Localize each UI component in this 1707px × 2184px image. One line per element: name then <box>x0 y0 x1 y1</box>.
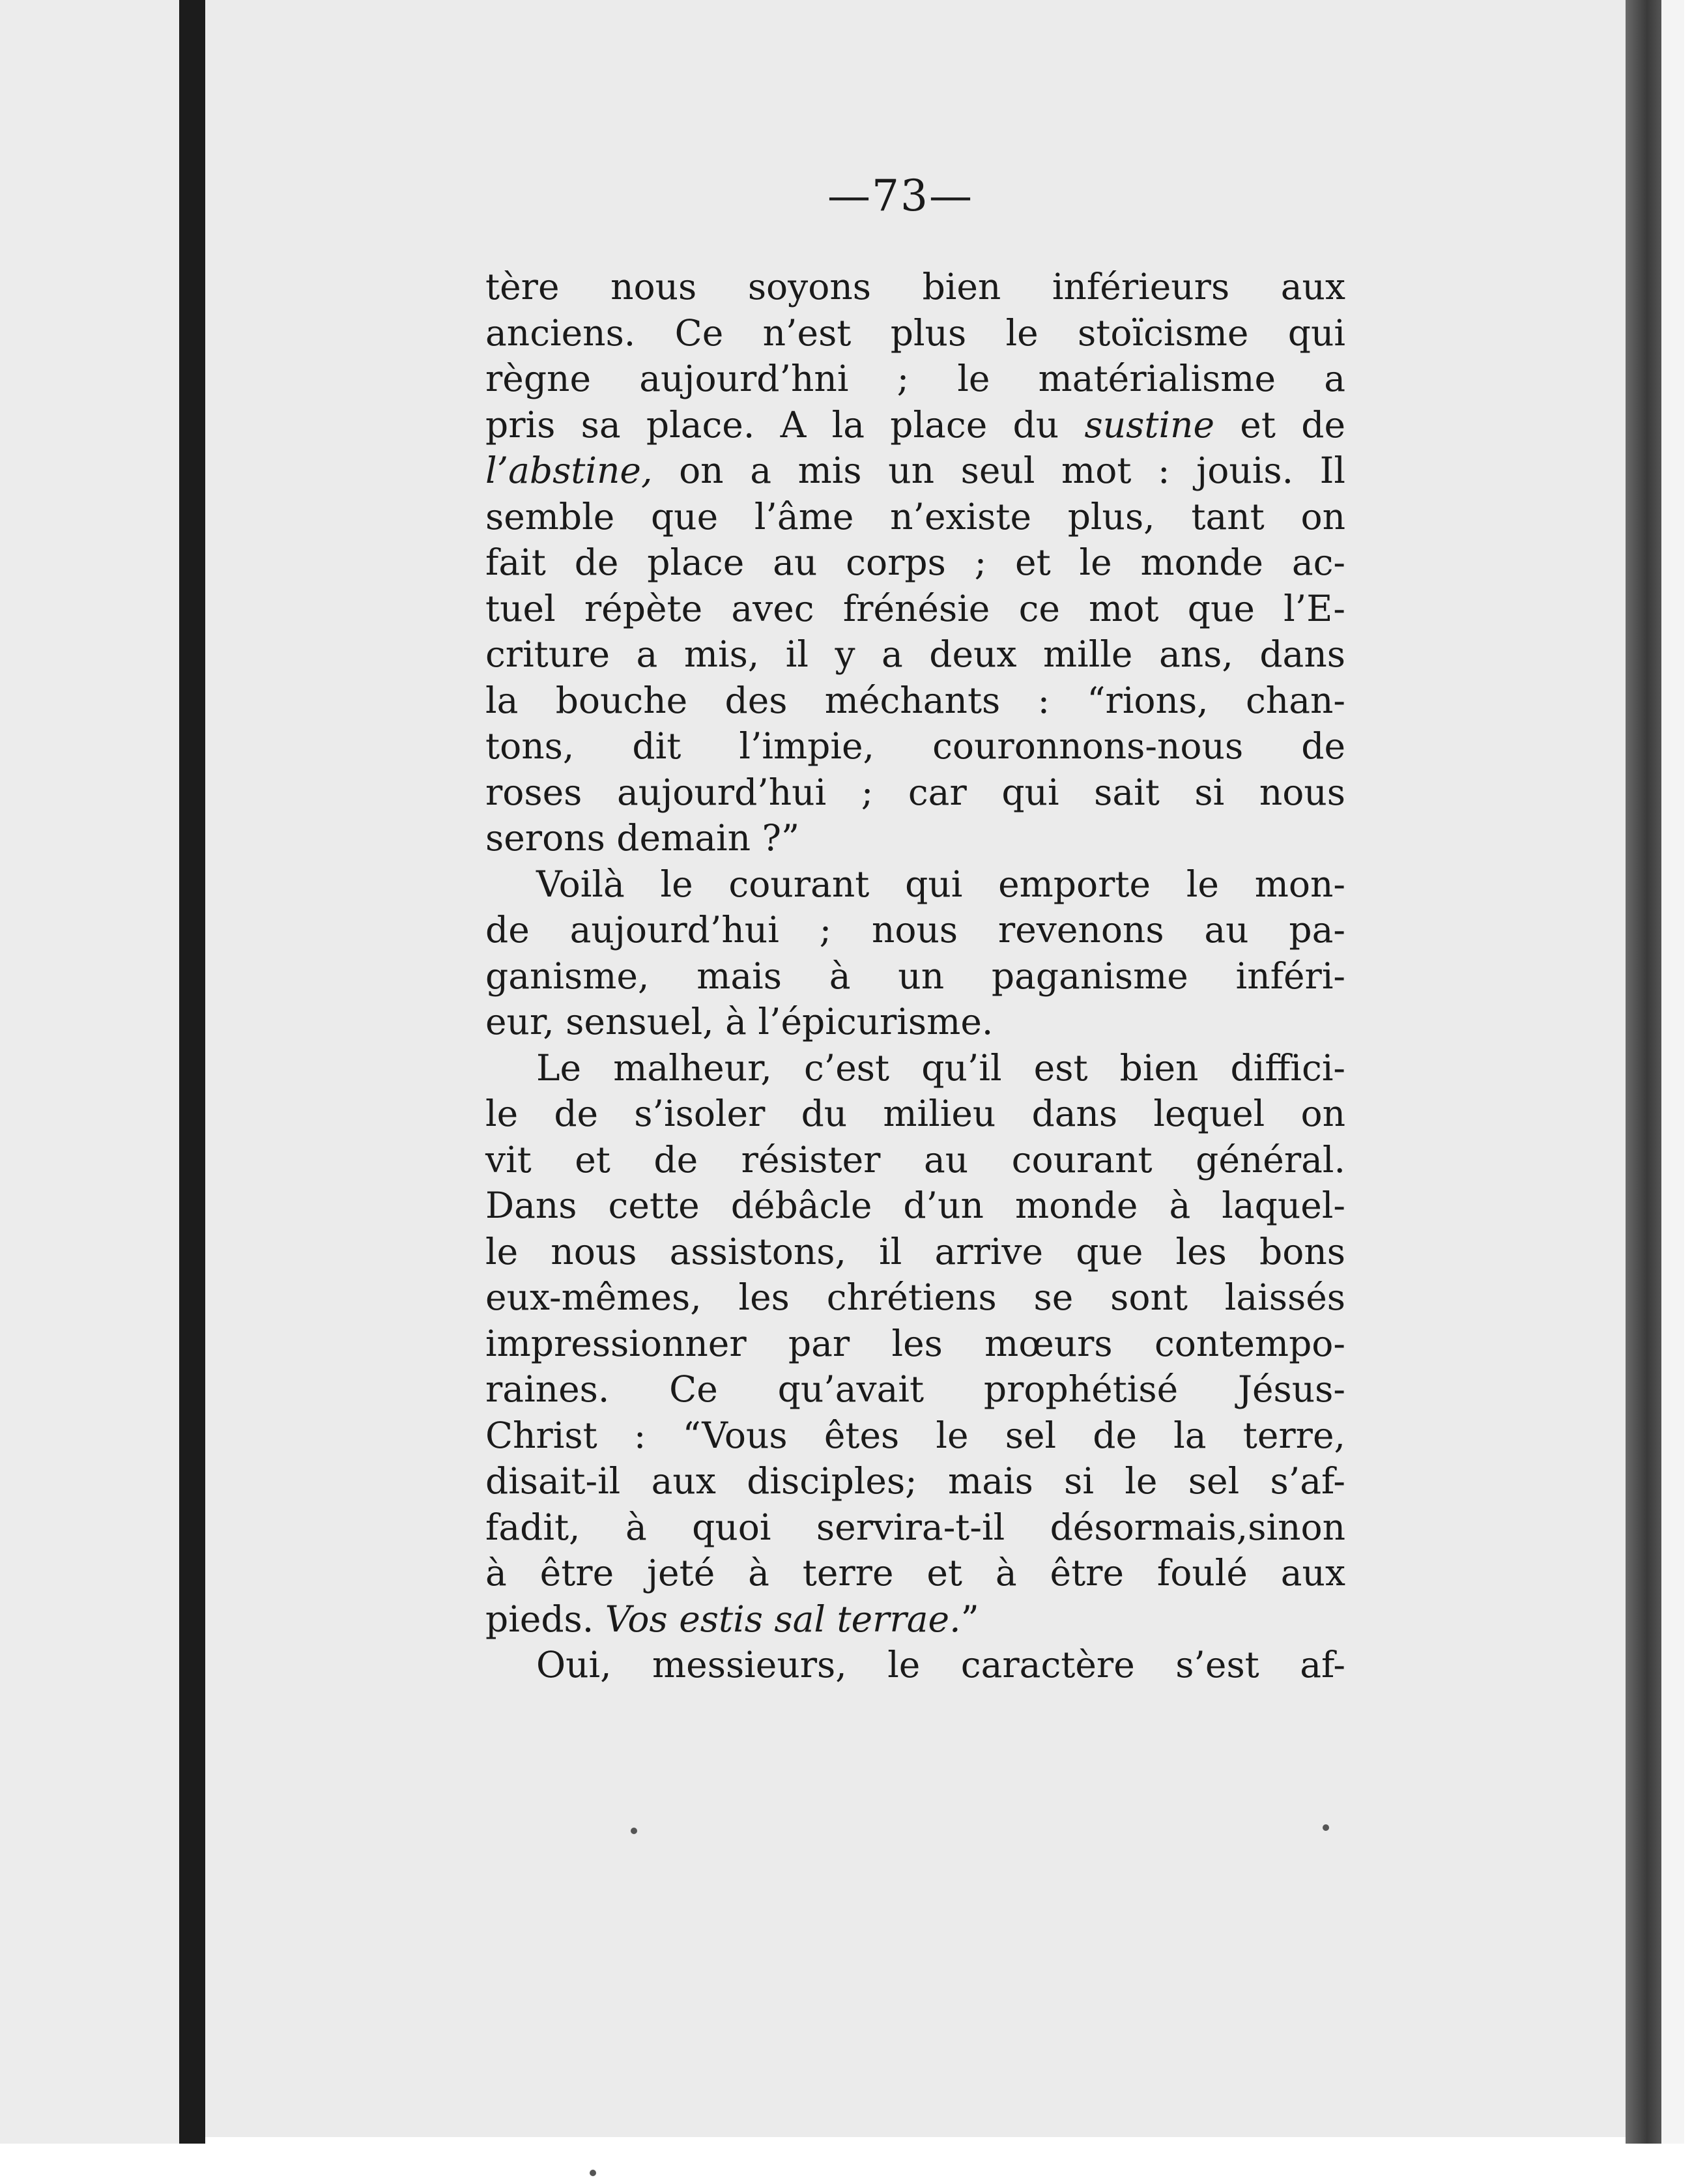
body-text <box>485 264 1345 1688</box>
text-line: Dans cette débâcle d’un monde à laquel- <box>485 1185 1345 1226</box>
text-line: Le malheur, c’est qu’il est bien diffici- <box>536 1046 1345 1089</box>
text-line: fait de place au corps ; et le monde ac- <box>485 541 1345 583</box>
italic-text-run: Vos estis sal terrae. <box>605 1598 961 1640</box>
text-line: le nous assistons, il arrive que les bons <box>485 1230 1345 1272</box>
text-line: eux-mêmes, les chrétiens se sont laissés <box>485 1276 1345 1318</box>
text-line: anciens. Ce n’est plus le stoïcisme qui <box>485 311 1345 354</box>
text-line: tons, dit l’impie, couronnons-nous de <box>485 725 1345 767</box>
text-line: eur, sensuel, à l’épicurisme. <box>485 1001 994 1042</box>
scan-bottom-border <box>0 2144 1707 2184</box>
text-line: raines. Ce qu’avait prophétisé Jésus- <box>485 1368 1345 1410</box>
text-line: serons demain ?” <box>485 817 800 859</box>
text-line: semble que l’âme n’existe plus, tant on <box>485 495 1345 538</box>
text-run: ” <box>960 1598 979 1640</box>
text-line: Christ : “Vous êtes le sel de la terre, <box>485 1414 1345 1456</box>
text-line <box>485 448 1345 494</box>
binding-shadow <box>179 0 205 2144</box>
text-line: tuel répète avec frénésie ce mot que l’E- <box>485 587 1345 629</box>
text-line: tère nous soyons bien inférieurs aux <box>485 266 1345 308</box>
text-line: ganisme, mais à un paganisme inféri- <box>485 955 1345 997</box>
text-line: impressionner par les mœurs contempo- <box>485 1322 1345 1364</box>
text-line: le de s’isoler du milieu dans lequel on <box>485 1093 1345 1134</box>
text-line: disait-il aux disciples; mais si le sel s’af- <box>485 1460 1345 1502</box>
text-line: la bouche des méchants : “rions, chan- <box>485 679 1345 721</box>
text-run: on a mis un seul mot : jouis. Il <box>652 450 1345 491</box>
text-line <box>485 402 1345 448</box>
text-run: pieds. <box>485 1598 605 1640</box>
text-line: criture a mis, il y a deux mille ans, dans <box>485 633 1345 675</box>
text-line <box>485 1596 1345 1643</box>
text-line: Voilà le courant qui emporte le mon- <box>536 863 1345 905</box>
facing-page-margin <box>0 0 179 2184</box>
page-number: —73— <box>827 171 973 221</box>
text-line: Oui, messieurs, le caractère s’est af- <box>536 1644 1345 1686</box>
page-edge-shadow <box>1626 0 1661 2144</box>
italic-text-run: sustine <box>1084 403 1215 446</box>
text-line: de aujourd’hui ; nous revenons au pa- <box>485 909 1345 951</box>
text-line: vit et de résister au courant général. <box>485 1138 1345 1181</box>
text-run: et de <box>1214 403 1346 446</box>
text-line: roses aujourd’hui ; car qui sait si nous <box>485 771 1345 813</box>
print-speck <box>631 1828 637 1834</box>
scan-border <box>1661 0 1684 2184</box>
text-line: fadit, à quoi servira-t-il désormais,sinon <box>485 1506 1345 1548</box>
text-run: pris sa place. A la place du <box>485 403 1085 446</box>
italic-text-run: l’abstine, <box>485 450 653 491</box>
print-speck <box>590 2170 596 2176</box>
text-line: règne aujourd’hni ; le matérialisme a <box>485 358 1345 399</box>
print-speck <box>1323 1824 1329 1831</box>
text-line: à être jeté à terre et à être foulé aux <box>485 1552 1345 1594</box>
